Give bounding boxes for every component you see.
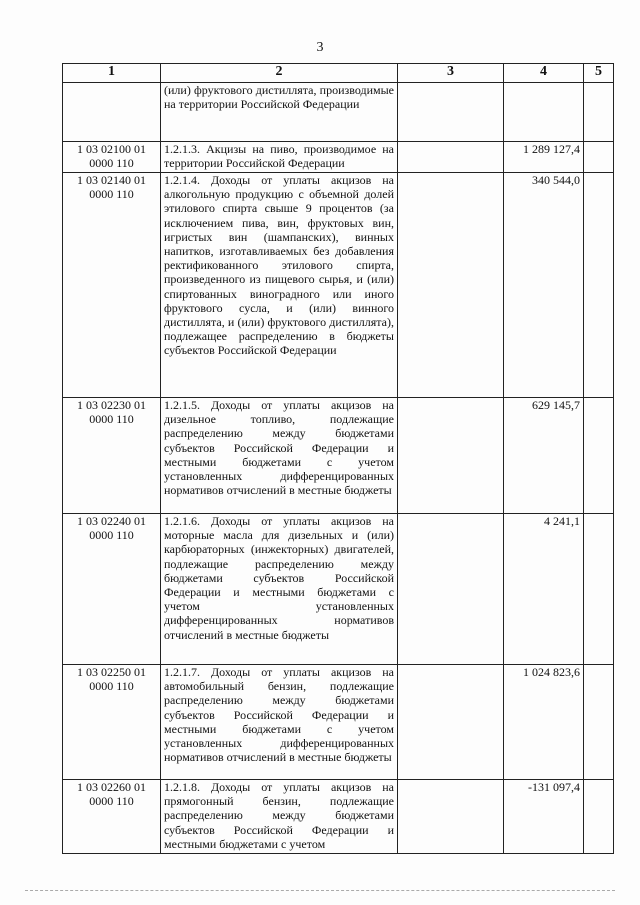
table-row [63,398,614,514]
amount-cell [504,83,584,142]
revenue-code [63,83,161,142]
revenue-code: 1 03 02250 01 0000 110 [63,665,161,780]
page-number: 3 [316,40,324,55]
amount-cell: 629 145,7 [504,398,584,514]
column-5-cell [584,83,614,142]
column-3-cell [398,780,504,854]
revenue-code: 1 03 02240 01 0000 110 [63,514,161,665]
column-5-cell [584,142,614,173]
table-header-row [63,64,614,83]
table-row [63,665,614,780]
revenue-description: 1.2.1.6. Доходы от уплаты акцизов на моторные масла для дизельных и (или) карбюраторных (инжекторных) двигателей, подлежащие распределению между бюджетами субъектов Российской Федерации и местными бюджетами с учетом установленных дифференцированных нормативов отчислений в местные бюджеты [161,514,398,665]
revenue-description: 1.2.1.5. Доходы от уплаты акцизов на дизельное топливо, подлежащие распределению между бюджетами субъектов Российской Федерации и местными бюджетами с учетом установленных дифференцированных нормативов отчислений в местные бюджеты [161,398,398,514]
amount-cell: -131 097,4 [504,780,584,854]
table-row [63,83,614,142]
revenue-description: 1.2.1.4. Доходы от уплаты акцизов на алкогольную продукцию с объемной долей этилового спирта свыше 9 процентов (за исключением пива, вин, фруктовых вин, игристых вин (шампанских), винных напитков, изготавливаемых без добавления ректификованного этилового спирта, произведенного из пищевого сырья, и (или) спиртованных виноградного или иного фруктового сусла, и (или) винного дистиллята, и (или) фруктового дистиллята), подлежащее распределению в бюджеты субъектов Российской Федерации [161,173,398,398]
table-row [63,142,614,173]
column-5-cell [584,398,614,514]
column-5-cell [584,514,614,665]
revenue-description: 1.2.1.3. Акцизы на пиво, производимое на территории Российской Федерации [161,142,398,173]
revenue-code: 1 03 02100 01 0000 110 [63,142,161,173]
column-3-cell [398,665,504,780]
column-3-cell [398,173,504,398]
column-5-cell [584,665,614,780]
table-row [63,514,614,665]
column-header-1: 1 [63,64,161,83]
revenue-description: 1.2.1.7. Доходы от уплаты акцизов на автомобильный бензин, подлежащие распределению между бюджетами субъектов Российской Федерации и местными бюджетами с учетом установленных дифференцированных нормативов отчислений в местные бюджеты [161,665,398,780]
revenue-code: 1 03 02260 01 0000 110 [63,780,161,854]
column-3-cell [398,398,504,514]
revenue-code: 1 03 02140 01 0000 110 [63,173,161,398]
page-bottom-divider [25,890,615,891]
revenue-description: (или) фруктового дистиллята, производимые на территории Российской Федерации [161,83,398,142]
column-3-cell [398,142,504,173]
amount-cell: 1 289 127,4 [504,142,584,173]
column-header-2: 2 [161,64,398,83]
column-3-cell [398,514,504,665]
column-5-cell [584,173,614,398]
column-header-4: 4 [504,64,584,83]
column-header-5: 5 [584,64,614,83]
column-3-cell [398,83,504,142]
column-header-3: 3 [398,64,504,83]
amount-cell: 4 241,1 [504,514,584,665]
amount-cell: 1 024 823,6 [504,665,584,780]
column-5-cell [584,780,614,854]
table-row [63,780,614,854]
amount-cell: 340 544,0 [504,173,584,398]
revenue-description: 1.2.1.8. Доходы от уплаты акцизов на прямогонный бензин, подлежащие распределению между бюджетами субъектов Российской Федерации и местными бюджетами с учетом [161,780,398,854]
revenue-code: 1 03 02230 01 0000 110 [63,398,161,514]
budget-revenue-table [62,63,614,854]
table-row [63,173,614,398]
